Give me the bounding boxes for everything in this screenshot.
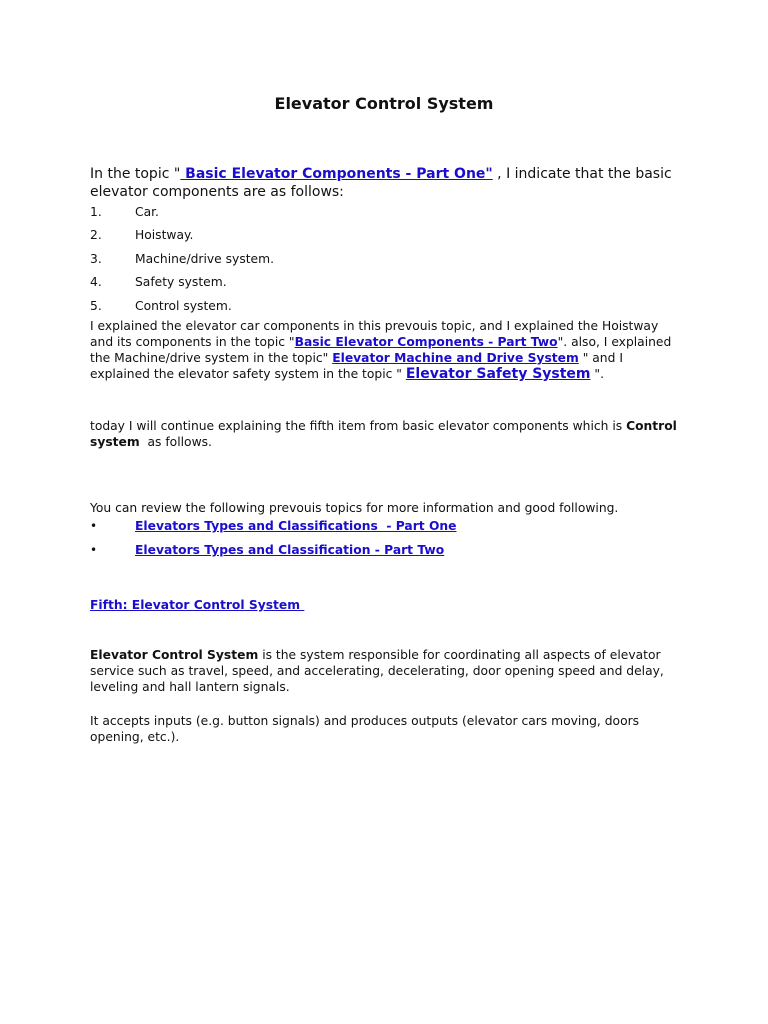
list-item: [90, 542, 680, 566]
list-item-label: Hoistway.: [135, 228, 194, 243]
paragraph-text: today I will continue explaining the fifth item from basic elevator components which is: [90, 419, 627, 433]
link-quote-end[interactable]: ": [485, 166, 493, 182]
bold-term-elevator-control-system: Elevator Control System: [90, 648, 259, 662]
components-list: [90, 204, 680, 321]
link-safety-system[interactable]: Elevator Safety System: [405, 366, 591, 382]
link-machine-drive-system[interactable]: Elevator Machine and Drive System: [332, 351, 579, 365]
intro-text-start: In the topic ": [90, 166, 181, 182]
list-item: [90, 227, 680, 250]
list-item: [90, 518, 680, 542]
list-item-label: Control system.: [135, 298, 232, 313]
paragraph-text: " and I explained the elevator safety system in the topic ": [90, 351, 623, 381]
bullet-marker: •: [90, 543, 98, 557]
link-basic-components-part-one[interactable]: Basic Elevator Components - Part One: [180, 166, 486, 182]
paragraph-text: ". also, I explained the Machine/drive system in the topic": [90, 335, 672, 365]
definition-paragraph: [90, 647, 680, 695]
related-topics-list: [90, 518, 680, 566]
list-item: [90, 251, 680, 274]
list-item: [90, 204, 680, 227]
list-number: 2.: [90, 228, 102, 243]
list-item-label: Safety system.: [135, 275, 227, 290]
intro-text-end: , I indicate that the basic elevator components are as follows:: [90, 166, 672, 200]
list-number: 1.: [90, 205, 102, 219]
section-heading: [90, 597, 680, 613]
list-item-label: Machine/drive system.: [135, 251, 275, 266]
link-types-classification-part-two[interactable]: Elevators Types and Classification - Part Two: [135, 543, 445, 557]
paragraph-text: I explained the elevator car components in this prevouis topic, and I explained the Hoistway and its components in the topic ": [90, 319, 659, 349]
bold-term-control-system: Control system: [90, 419, 677, 449]
list-number: 3.: [90, 251, 102, 266]
list-number: 4.: [90, 275, 102, 290]
link-fifth-elevator-control-system[interactable]: Fifth: Elevator Control System: [90, 598, 305, 612]
link-basic-components-part-two[interactable]: Basic Elevator Components - Part Two: [294, 335, 558, 349]
inputs-outputs-paragraph: It accepts inputs (e.g. button signals) and produces outputs (elevator cars moving, doors opening, etc.).: [90, 714, 640, 744]
paragraph-text: is the system responsible for coordinating all aspects of elevator service such as travel, speed, and accelerating, decelerating, door opening speed and delay, leveling and hall lantern signals.: [90, 648, 664, 694]
explanation-paragraph: [90, 318, 680, 382]
link-types-classifications-part-one[interactable]: Elevators Types and Classifications - Part One: [135, 519, 457, 533]
review-paragraph: You can review the following prevouis topics for more information and good following.: [90, 501, 619, 515]
intro-paragraph: [90, 165, 680, 201]
paragraph-text: as follows.: [139, 435, 212, 449]
list-item-label: Car.: [135, 205, 159, 219]
list-number: 5.: [90, 298, 102, 313]
bullet-marker: •: [90, 519, 98, 533]
page-title: Elevator Control System: [274, 94, 494, 113]
today-paragraph: [90, 418, 680, 450]
paragraph-text: ".: [590, 367, 604, 381]
list-item: [90, 274, 680, 297]
